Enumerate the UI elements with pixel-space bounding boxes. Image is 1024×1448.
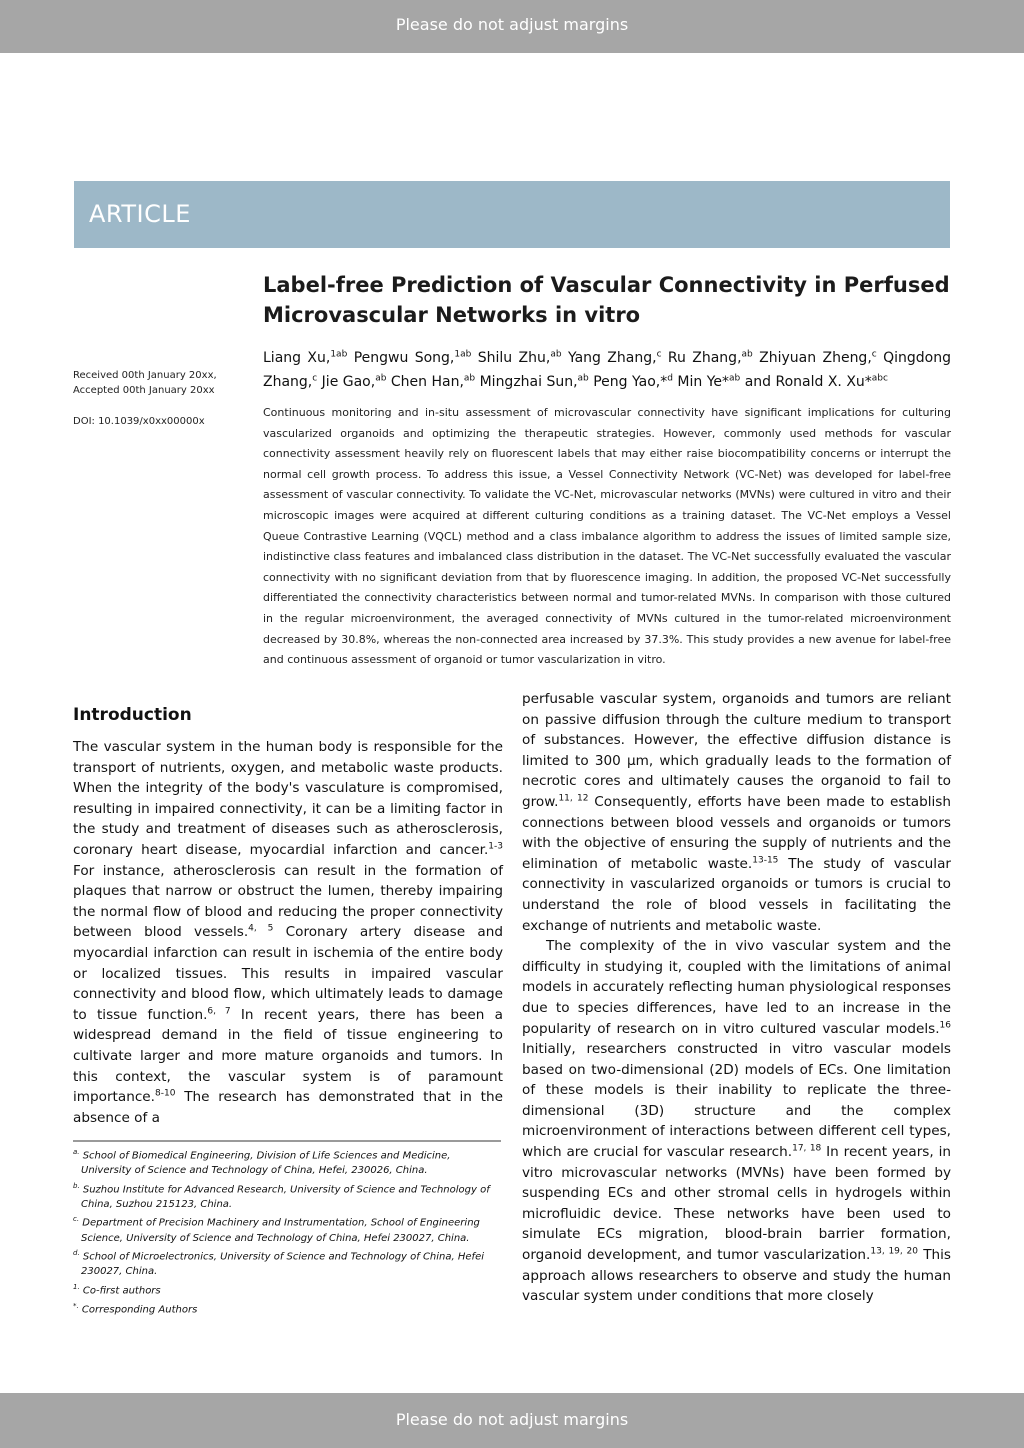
received-date: Received 00th January 20xx, <box>73 370 217 381</box>
paragraph: The vascular system in the human body is responsible for the transport of nutrients, oxygen, and metabolic waste products. When the integrity of the body's vasculature is compromised, resulting in impaired connectivity, it can be a limiting factor in the study and treatment of diseases such as atherosclerosis, coronary heart disease, myocardial infarction and cancer.$^{1-3}$ For instance, atherosclerosis can result in the formation of plaques that narrow or obstruct the lumen, thereby impairing the normal flow of blood and reducing the proper connectivity between blood vessels.$^{4, 5}$ Coronary artery disease and myocardial infarction can result in ischemia of the entire body or localized tissues. This results in impaired vascular connectivity and blood flow, which ultimately leads to damage to tissue function.$^{6, 7}$ In recent years, there has been a widespread demand in the field of tissue engineering to cultivate larger and more mature organoids and tumors. In this context, the vascular system is of paramount importance.$^{8-10}$ The research has demonstrated that in the absence of a <box>73 739 503 1126</box>
author: Ru Zhang,$^{ab}$ <box>667 349 753 366</box>
article-type-banner <box>74 181 950 248</box>
author: Pengwu Song,$^{1ab}$ <box>353 349 472 366</box>
citation: 4, 5 <box>248 923 274 934</box>
footnote: $^{b.}$ Suzhou Institute for Advanced Research, University of Science and Technology of China, Suzhou 215123, China. <box>73 1181 490 1210</box>
author: and Ronald X. Xu*$^{abc}$ <box>744 373 888 391</box>
doi: DOI: 10.1039/x0xx00000x <box>73 416 205 427</box>
author-list <box>263 344 951 393</box>
author: Liang Xu,$^{1ab}$ <box>263 349 348 366</box>
affiliation-footnotes <box>73 1145 503 1318</box>
paper-title <box>263 270 953 330</box>
author: Yang Zhang,$^c$ <box>567 349 662 366</box>
received-dates <box>73 368 217 398</box>
citation: 11, 12 <box>558 793 589 804</box>
paragraph: The complexity of the in vivo vascular system and the difficulty in studying it, coupled with the limitations of animal models in accurately reflecting human physiological responses due to species differences, have led to an increase in the popularity of research on in vitro cultured vascular models.$^{16}$ Initially, researchers constructed in vitro vascular models based on two-dimensional (2D) models of ECs. One limitation of these models is their inability to replicate the three-dimensional (3D) structure and the complex microenvironment of interactions between different cell types, which are crucial for vascular research.$^{17, 18}$ In recent years, in vitro microvascular networks (MVNs) have been formed by suspending ECs and other stromal cells in hydrogels within microfluidic device. These networks have been used to simulate ECs migration, blood-brain barrier formation, organoid development, and tumor vascularization.$^{13, 19, 20}$ This approach allows researchers to observe and study the human vascular system under conditions that more closely <box>522 938 951 1305</box>
citation: 13, 19, 20 <box>870 1246 918 1257</box>
citation: 13-15 <box>752 855 779 866</box>
author: Mingzhai Sun,$^{ab}$ <box>479 373 589 391</box>
footnote: *. Corresponding Authors <box>73 1301 198 1316</box>
paper-title-line-2: Microvascular Networks in vitro <box>263 303 641 327</box>
section-heading-introduction: Introduction <box>73 705 192 725</box>
footnote: $^{a.}$ School of Biomedical Engineering, Division of Life Sciences and Medicine, University of Science and Technology of China, Hefei, 230026, China. <box>73 1148 451 1177</box>
citation: 8-10 <box>155 1088 176 1099</box>
author: Chen Han,$^{ab}$ <box>390 373 476 391</box>
paragraph: perfusable vascular system, organoids and tumors are reliant on passive diffusion through the culture medium to transport of substances. However, the effective diffusion distance is limited to 300 μm, which gradually leads to the formation of necrotic cores and ultimately causes the organoid to fail to grow.$^{11, 12}$ Consequently, efforts have been made to establish connections between blood vessels and organoids or tumors with the objective of ensuring the supply of nutrients and the elimination of metabolic waste.$^{13-15}$ The study of vascular connectivity in vascularized organoids or tumors is crucial to understand the role of blood vessels in facilitating the exchange of nutrients and metabolic waste. <box>522 691 951 934</box>
footnote: $^{1.}$ Co-first authors <box>73 1282 161 1297</box>
citation: 6, 7 <box>207 1006 231 1017</box>
introduction-right-column <box>522 689 951 1307</box>
abstract: Continuous monitoring and in-situ assessment of microvascular connectivity have significant implications for culturing vascularized organoids and optimizing the therapeutic strategies. However, commonly used methods for vascular connectivity assessment heavily rely on fluorescent labels that may either raise biocompatibility concerns or interrupt the normal cell growth process. To address this issue, a Vessel Connectivity Network (VC-Net) was developed for label-free assessment of vascular connectivity. To validate the VC-Net, microvascular networks (MVNs) were cultured in vitro and their microscopic images were acquired at different culturing conditions as a training dataset. The VC-Net employs a Vessel Queue Contrastive Learning (VQCL) method and a class imbalance algorithm to address the issues of limited sample size, indistinctive class features and imbalanced class distribution in the dataset. The VC-Net successfully evaluated the vascular connectivity with no significant deviation from that by fluorescence imaging. In addition, the proposed VC-Net successfully differentiated the connectivity characteristics between normal and tumor-related MVNs. In comparison with those cultured in the regular microenvironment, the averaged connectivity of MVNs cultured in the tumor-related microenvironment decreased by 30.8%, whereas the non-connected area increased by 37.3%. This study provides a new avenue for label-free and continuous assessment of organoid or tumor vascularization in vitro. <box>263 406 951 667</box>
introduction-left-column <box>73 737 503 1128</box>
author: Zhiyuan Zheng,$^c$ <box>759 349 877 366</box>
author: Shilu Zhu,$^{ab}$ <box>477 349 562 366</box>
citation: 17, 18 <box>792 1143 822 1154</box>
author: Peng Yao,*$^d$ <box>593 373 673 391</box>
author: Jie Gao,$^{ab}$ <box>321 373 387 391</box>
author: Qingdong Zhang,$^c$ <box>263 349 952 391</box>
accepted-date: Accepted 00th January 20xx <box>73 385 215 396</box>
citation: 1-3 <box>488 841 503 852</box>
footnote: $^{c.}$ Department of Precision Machinery and Instrumentation, School of Engineering Science, University of Science and Technology of China, Hefei 230027, China. <box>73 1215 480 1244</box>
citation: 16 <box>939 1019 951 1030</box>
footnote: $^{d.}$ School of Microelectronics, University of Science and Technology of China, Hefei 230027, China. <box>73 1249 484 1278</box>
margin-notice-bottom: Please do not adjust margins <box>0 1393 1024 1448</box>
article-type-label: ARTICLE <box>89 200 191 228</box>
margin-notice-top: Please do not adjust margins <box>0 0 1024 53</box>
footnote-divider <box>73 1140 501 1142</box>
paper-title-line-1: Label-free Prediction of Vascular Connectivity in Perfused <box>263 273 950 297</box>
author: Min Ye*$^{ab}$ <box>677 373 741 391</box>
